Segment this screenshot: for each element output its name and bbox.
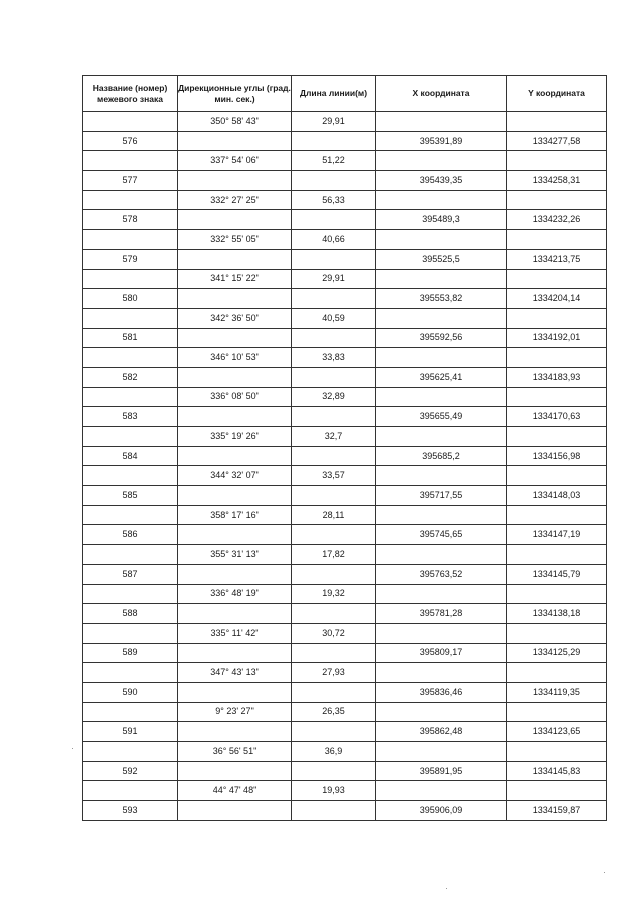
y-coordinate-cell: 1334159,87: [507, 801, 607, 821]
empty-cell: [376, 190, 507, 210]
empty-cell: [376, 623, 507, 643]
empty-cell: [292, 801, 376, 821]
header-point-name: Название (номер) межевого знака: [83, 76, 178, 112]
empty-cell: [507, 663, 607, 683]
angle-cell: 335° 11' 42": [178, 623, 292, 643]
angle-cell: 337° 54' 06": [178, 151, 292, 171]
y-coordinate-cell: 1334192,01: [507, 328, 607, 348]
angle-cell: 332° 27' 25": [178, 190, 292, 210]
coordinates-sheet: [82, 75, 606, 821]
empty-cell: [178, 171, 292, 191]
point-row: [83, 407, 607, 427]
empty-cell: [178, 525, 292, 545]
point-name-cell: 585: [83, 486, 178, 506]
angle-cell: 347° 43' 13": [178, 663, 292, 683]
point-row: [83, 210, 607, 230]
empty-cell: [507, 269, 607, 289]
segment-row: [83, 308, 607, 328]
x-coordinate-cell: 395489,3: [376, 210, 507, 230]
segment-row: [83, 584, 607, 604]
segment-row: [83, 387, 607, 407]
length-cell: 33,83: [292, 348, 376, 368]
point-name-cell: 582: [83, 367, 178, 387]
point-name-cell: 593: [83, 801, 178, 821]
y-coordinate-cell: 1334148,03: [507, 486, 607, 506]
point-row: [83, 643, 607, 663]
empty-cell: [292, 289, 376, 309]
segment-row: [83, 190, 607, 210]
boundary-coordinates-table: [82, 75, 607, 821]
point-row: [83, 486, 607, 506]
length-cell: 40,66: [292, 230, 376, 250]
y-coordinate-cell: 1334125,29: [507, 643, 607, 663]
empty-cell: [178, 643, 292, 663]
segment-row: [83, 427, 607, 447]
empty-cell: [178, 328, 292, 348]
segment-row: [83, 702, 607, 722]
segment-row: [83, 505, 607, 525]
point-name-cell: 589: [83, 643, 178, 663]
empty-cell: [507, 190, 607, 210]
empty-cell: [292, 407, 376, 427]
point-row: [83, 604, 607, 624]
point-row: [83, 761, 607, 781]
empty-cell: [292, 604, 376, 624]
point-name-cell: 588: [83, 604, 178, 624]
empty-cell: [292, 367, 376, 387]
empty-cell: [83, 742, 178, 762]
length-cell: 51,22: [292, 151, 376, 171]
empty-cell: [83, 190, 178, 210]
point-row: [83, 564, 607, 584]
x-coordinate-cell: 395525,5: [376, 249, 507, 269]
x-coordinate-cell: 395809,17: [376, 643, 507, 663]
empty-cell: [83, 308, 178, 328]
empty-cell: [178, 801, 292, 821]
y-coordinate-cell: 1334147,19: [507, 525, 607, 545]
empty-cell: [178, 564, 292, 584]
empty-cell: [178, 367, 292, 387]
angle-cell: 342° 36' 50": [178, 308, 292, 328]
empty-cell: [83, 112, 178, 132]
segment-row: [83, 348, 607, 368]
header-direction-angle: Дирекционные углы (град. мин. сек.): [178, 76, 292, 112]
point-row: [83, 249, 607, 269]
point-row: [83, 131, 607, 151]
empty-cell: [507, 308, 607, 328]
x-coordinate-cell: 395745,65: [376, 525, 507, 545]
empty-cell: [292, 525, 376, 545]
y-coordinate-cell: 1334123,65: [507, 722, 607, 742]
x-coordinate-cell: 395391,89: [376, 131, 507, 151]
segment-row: [83, 112, 607, 132]
empty-cell: [83, 781, 178, 801]
empty-cell: [178, 210, 292, 230]
empty-cell: [507, 387, 607, 407]
empty-cell: [376, 781, 507, 801]
length-cell: 17,82: [292, 545, 376, 565]
empty-cell: [376, 308, 507, 328]
length-cell: 32,89: [292, 387, 376, 407]
y-coordinate-cell: 1334145,79: [507, 564, 607, 584]
empty-cell: [507, 230, 607, 250]
empty-cell: [507, 584, 607, 604]
y-coordinate-cell: 1334156,98: [507, 446, 607, 466]
empty-cell: [507, 112, 607, 132]
length-cell: 28,11: [292, 505, 376, 525]
angle-cell: 350° 58' 43": [178, 112, 292, 132]
empty-cell: [83, 387, 178, 407]
x-coordinate-cell: 395553,82: [376, 289, 507, 309]
point-row: [83, 171, 607, 191]
empty-cell: [178, 407, 292, 427]
point-name-cell: 583: [83, 407, 178, 427]
empty-cell: [83, 623, 178, 643]
empty-cell: [376, 269, 507, 289]
empty-cell: [292, 171, 376, 191]
empty-cell: [292, 761, 376, 781]
empty-cell: [507, 702, 607, 722]
point-row: [83, 525, 607, 545]
point-name-cell: 591: [83, 722, 178, 742]
angle-cell: 36° 56' 51": [178, 742, 292, 762]
point-row: [83, 801, 607, 821]
empty-cell: [178, 761, 292, 781]
point-name-cell: 586: [83, 525, 178, 545]
x-coordinate-cell: 395906,09: [376, 801, 507, 821]
x-coordinate-cell: 395717,55: [376, 486, 507, 506]
segment-row: [83, 466, 607, 486]
point-row: [83, 328, 607, 348]
empty-cell: [376, 348, 507, 368]
empty-cell: [507, 427, 607, 447]
empty-cell: [376, 505, 507, 525]
empty-cell: [178, 131, 292, 151]
angle-cell: 44° 47' 48": [178, 781, 292, 801]
empty-cell: [292, 446, 376, 466]
empty-cell: [83, 269, 178, 289]
point-name-cell: 581: [83, 328, 178, 348]
angle-cell: 358° 17' 16": [178, 505, 292, 525]
x-coordinate-cell: 395836,46: [376, 682, 507, 702]
empty-cell: [376, 702, 507, 722]
length-cell: 29,91: [292, 112, 376, 132]
point-row: [83, 367, 607, 387]
empty-cell: [178, 249, 292, 269]
empty-cell: [376, 387, 507, 407]
empty-cell: [292, 564, 376, 584]
header-line-length: Длина линии(м): [292, 76, 376, 112]
point-row: [83, 722, 607, 742]
empty-cell: [292, 249, 376, 269]
x-coordinate-cell: 395862,48: [376, 722, 507, 742]
empty-cell: [376, 545, 507, 565]
empty-cell: [376, 663, 507, 683]
y-coordinate-cell: 1334183,93: [507, 367, 607, 387]
x-coordinate-cell: 395655,49: [376, 407, 507, 427]
segment-row: [83, 742, 607, 762]
y-coordinate-cell: 1334170,63: [507, 407, 607, 427]
empty-cell: [376, 466, 507, 486]
empty-cell: [83, 466, 178, 486]
x-coordinate-cell: 395625,41: [376, 367, 507, 387]
segment-row: [83, 151, 607, 171]
point-name-cell: 580: [83, 289, 178, 309]
empty-cell: [83, 348, 178, 368]
empty-cell: [292, 722, 376, 742]
angle-cell: 355° 31' 13": [178, 545, 292, 565]
y-coordinate-cell: 1334138,18: [507, 604, 607, 624]
segment-row: [83, 663, 607, 683]
empty-cell: [507, 466, 607, 486]
empty-cell: [292, 210, 376, 230]
empty-cell: [178, 289, 292, 309]
table-body: [83, 112, 607, 821]
x-coordinate-cell: 395763,52: [376, 564, 507, 584]
x-coordinate-cell: 395891,95: [376, 761, 507, 781]
y-coordinate-cell: 1334213,75: [507, 249, 607, 269]
point-name-cell: 592: [83, 761, 178, 781]
y-coordinate-cell: 1334258,31: [507, 171, 607, 191]
point-name-cell: 584: [83, 446, 178, 466]
x-coordinate-cell: 395685,2: [376, 446, 507, 466]
empty-cell: [83, 151, 178, 171]
point-name-cell: 590: [83, 682, 178, 702]
angle-cell: 344° 32' 07": [178, 466, 292, 486]
scan-speck: [604, 872, 605, 873]
length-cell: 19,32: [292, 584, 376, 604]
point-name-cell: 576: [83, 131, 178, 151]
segment-row: [83, 781, 607, 801]
angle-cell: 336° 08' 50": [178, 387, 292, 407]
empty-cell: [83, 230, 178, 250]
empty-cell: [83, 545, 178, 565]
scan-speck: [72, 748, 73, 749]
empty-cell: [507, 348, 607, 368]
empty-cell: [178, 604, 292, 624]
segment-row: [83, 269, 607, 289]
point-name-cell: 587: [83, 564, 178, 584]
empty-cell: [83, 584, 178, 604]
point-name-cell: 579: [83, 249, 178, 269]
point-name-cell: 577: [83, 171, 178, 191]
point-row: [83, 289, 607, 309]
empty-cell: [376, 584, 507, 604]
length-cell: 36,9: [292, 742, 376, 762]
y-coordinate-cell: 1334119,35: [507, 682, 607, 702]
table-header-row: [83, 76, 607, 112]
empty-cell: [376, 151, 507, 171]
length-cell: 27,93: [292, 663, 376, 683]
empty-cell: [83, 427, 178, 447]
x-coordinate-cell: 395781,28: [376, 604, 507, 624]
angle-cell: 346° 10' 53": [178, 348, 292, 368]
length-cell: 33,57: [292, 466, 376, 486]
empty-cell: [376, 112, 507, 132]
angle-cell: 341° 15' 22": [178, 269, 292, 289]
y-coordinate-cell: 1334232,26: [507, 210, 607, 230]
x-coordinate-cell: 395439,35: [376, 171, 507, 191]
length-cell: 26,35: [292, 702, 376, 722]
angle-cell: 9° 23' 27": [178, 702, 292, 722]
header-x-coordinate: X координата: [376, 76, 507, 112]
empty-cell: [292, 486, 376, 506]
empty-cell: [83, 702, 178, 722]
point-row: [83, 682, 607, 702]
empty-cell: [178, 486, 292, 506]
segment-row: [83, 545, 607, 565]
empty-cell: [376, 427, 507, 447]
segment-row: [83, 230, 607, 250]
segment-row: [83, 623, 607, 643]
empty-cell: [178, 446, 292, 466]
y-coordinate-cell: 1334277,58: [507, 131, 607, 151]
empty-cell: [292, 682, 376, 702]
length-cell: 32,7: [292, 427, 376, 447]
empty-cell: [507, 742, 607, 762]
empty-cell: [376, 742, 507, 762]
empty-cell: [507, 505, 607, 525]
y-coordinate-cell: 1334204,14: [507, 289, 607, 309]
y-coordinate-cell: 1334145,83: [507, 761, 607, 781]
empty-cell: [507, 545, 607, 565]
empty-cell: [507, 781, 607, 801]
angle-cell: 336° 48' 19": [178, 584, 292, 604]
empty-cell: [83, 663, 178, 683]
length-cell: 40,59: [292, 308, 376, 328]
point-row: [83, 446, 607, 466]
x-coordinate-cell: 395592,56: [376, 328, 507, 348]
length-cell: 19,93: [292, 781, 376, 801]
empty-cell: [376, 230, 507, 250]
empty-cell: [292, 643, 376, 663]
empty-cell: [507, 623, 607, 643]
empty-cell: [83, 505, 178, 525]
empty-cell: [292, 131, 376, 151]
length-cell: 29,91: [292, 269, 376, 289]
empty-cell: [178, 722, 292, 742]
point-name-cell: 578: [83, 210, 178, 230]
empty-cell: [507, 151, 607, 171]
empty-cell: [178, 682, 292, 702]
length-cell: 56,33: [292, 190, 376, 210]
scan-speck: [446, 888, 447, 889]
empty-cell: [292, 328, 376, 348]
header-y-coordinate: Y координата: [507, 76, 607, 112]
angle-cell: 332° 55' 05": [178, 230, 292, 250]
angle-cell: 335° 19' 26": [178, 427, 292, 447]
length-cell: 30,72: [292, 623, 376, 643]
